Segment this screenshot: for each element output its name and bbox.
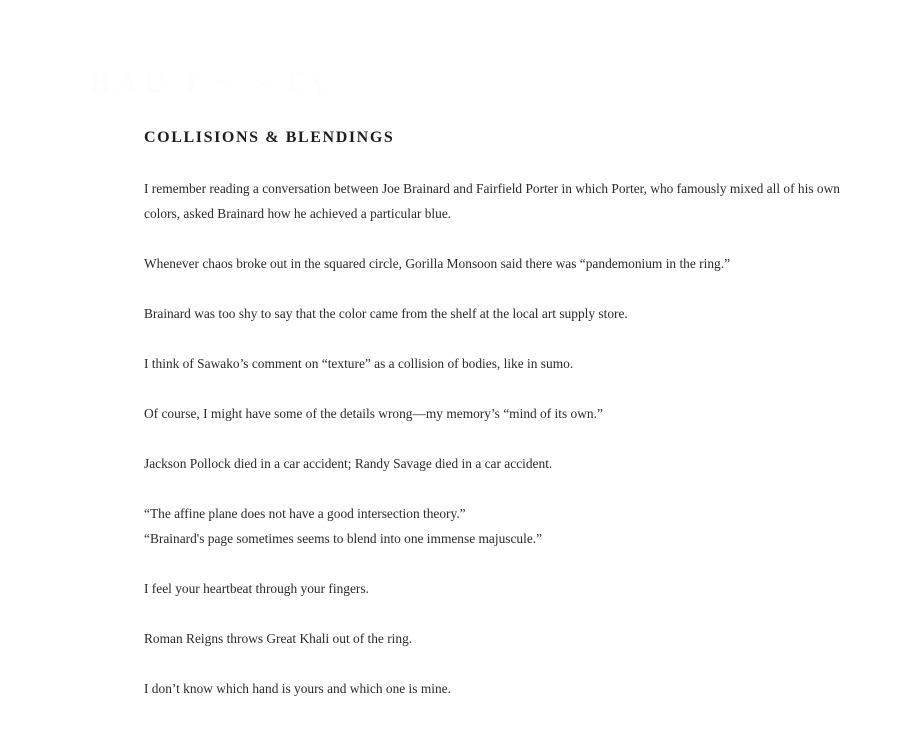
paragraph-memory: Of course, I might have some of the details wrong—my memory’s “mind of its own.”: [144, 406, 603, 421]
paragraph-sawako-texture: I think of Sawako’s comment on “texture” as a collision of bodies, like in sumo.: [144, 356, 574, 371]
paragraph-roman-reigns: Roman Reigns throws Great Khali out of the ring.: [144, 631, 413, 646]
quote-affine-plane: “The affine plane does not have a good intersection theory.”: [144, 506, 466, 521]
paragraph-car-accidents: Jackson Pollock died in a car accident; Randy Savage died in a car accident.: [144, 456, 553, 471]
paragraph-heartbeat: I feel your heartbeat through your fingers.: [144, 581, 369, 596]
paragraph-hands: I don’t know which hand is yours and which one is mine.: [144, 681, 451, 696]
paragraph-brainard-porter: I remember reading a conversation between Joe Brainard and Fairfield Porter in which Porter, who famously mixed all of his own colors, asked Brainard how he achieved a particular blue.: [144, 181, 840, 221]
site-logo[interactable]: BAU I ~ ~ Ey: [90, 66, 334, 99]
article: [144, 127, 844, 726]
paragraph-shy-brainard: Brainard was too shy to say that the color came from the shelf at the local art supply store.: [144, 306, 628, 321]
article-title: COLLISIONS & BLENDINGS: [144, 129, 395, 146]
article-body: [144, 176, 844, 701]
quote-majuscule: “Brainard's page sometimes seems to blend into one immense majuscule.”: [144, 531, 543, 546]
paragraph-gorilla-monsoon: Whenever chaos broke out in the squared circle, Gorilla Monsoon said there was “pandemonium in the ring.”: [144, 256, 731, 271]
